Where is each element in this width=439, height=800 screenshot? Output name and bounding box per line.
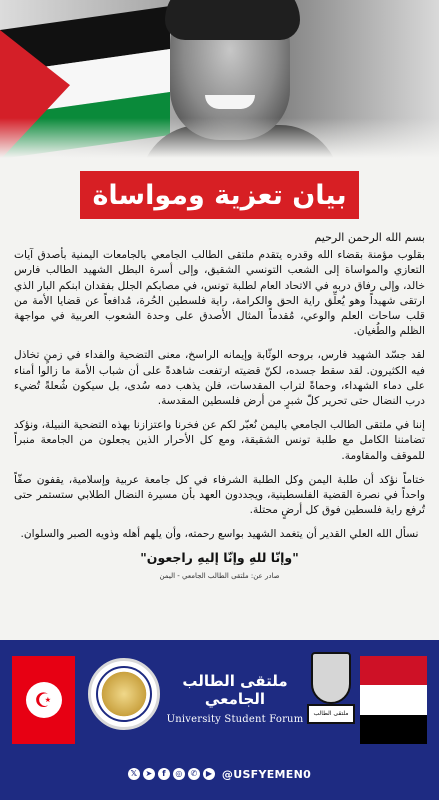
- photo-fade: [0, 118, 439, 158]
- forum-name-arabic: ملتقى الطالب الجامعي: [182, 672, 288, 708]
- forum-name-english: University Student Forum: [166, 714, 304, 725]
- quran-verse: "وإنّا للهِ وإنّا إليهِ راجعون": [140, 549, 299, 565]
- letter-paragraph: لقد جسّد الشهيد فارس، بروحه الوثّابة وإيمانه الراسخ، معنى التضحية والفداء في زمنٍ تخاذل فيه الكثيرون. لقد سقط جسده، لكنّ قضيته ارتفعت شاهدةً على أن شباب الأمة ما زالوا أمناء على دماء الشهداء، وحماةً لتراب المقدسات، فلن يذهب دمه سُدى، بل سيكون شُعلةً تُضيء درب النضال حتى تحرير كلّ شبرٍ من أرض فلسطين المقدسة.: [14, 349, 425, 408]
- forum-logo: [160, 666, 310, 726]
- facebook-icon[interactable]: f: [158, 768, 170, 780]
- logo-row: [0, 650, 439, 755]
- issuer-line: صادر عن: ملتقى الطالب الجامعي - اليمن: [159, 571, 280, 580]
- student-union-seal: [88, 658, 160, 730]
- instagram-icon[interactable]: ◎: [173, 768, 185, 780]
- crescent-star-icon: ☪: [26, 682, 62, 718]
- closing-prayer: نسأل الله العلي القدير أن يتغمد الشهيد بواسع رحمته، وأن يلهم أهله وذويه الصبر والسلوان.: [20, 528, 419, 541]
- telegram-icon[interactable]: ➤: [143, 768, 155, 780]
- tunisia-flag: [12, 656, 75, 744]
- condolence-letter: [14, 230, 425, 584]
- header-photo: [0, 0, 439, 158]
- usf-emblem: [307, 652, 355, 732]
- shield-icon: [311, 652, 351, 704]
- portrait-smile: [205, 95, 255, 109]
- basmala: بسم الله الرحمن الرحيم: [314, 231, 425, 244]
- usf-emblem-label: ملتقى الطالب: [307, 704, 355, 724]
- letter-paragraph: ختاماً نؤكد أن طلبة اليمن وكل الطلبة الشرفاء في كل جامعة عربية وإسلامية، يقفون صفّاً واحداً في نصرة القضية الفلسطينية، ويجددون العهد بأن مسيرة النضال الطلابي ستستمر حتى تُرفع راية فلسطين فوق كل أرضٍ محتلة.: [14, 473, 425, 517]
- youtube-icon[interactable]: ▶: [203, 768, 215, 780]
- yemen-flag: [360, 656, 427, 744]
- portrait-hair: [165, 0, 300, 40]
- statement-title: بيان تعزية ومواساة: [80, 171, 359, 219]
- footer-banner: [0, 640, 439, 800]
- x-icon[interactable]: 𝕏: [128, 768, 140, 780]
- letter-paragraph: بقلوب مؤمنة بقضاء الله وقدره يتقدم ملتقى الطالب الجامعي بالجامعات اليمنية بأصدق آيات التعازي والمواساة إلى الشعب التونسي الشقيق، وإلى أسرة البطل الشهيد الطالب فارس خالد، وإلى رفاق دربه في الاتحاد العام لطلبة تونس، في مصابكم الجلل بفقدان ابنكم البار الذي ارتقى شهيداً وهو يُعلِّق راية الحق والكرامة، راية فلسطين الحُرة، مُدافعاً عن قضايا الأمة من قلب ساحات العلم والوعي، مُقدماً المثال الأصدق على وحدة الشعوب العربية في مواجهة الظلم والطُغيان.: [14, 249, 425, 338]
- whatsapp-icon[interactable]: ✆: [188, 768, 200, 780]
- social-handle[interactable]: @USFYEMEN0: [221, 767, 312, 781]
- seal-emblem-icon: [96, 666, 152, 722]
- social-bar: [0, 762, 439, 786]
- letter-paragraph: إننا في ملتقى الطالب الجامعي باليمن نُعبّر لكم عن فخرنا واعتزازنا بهذه التضحية النبيلة، ونؤكد تضامننا الكامل مع طلبة تونس الشقيقة، ومع كل الأحرار الذين يجعلون من الجامعة منبراً للموقف والمقاومة.: [14, 419, 425, 462]
